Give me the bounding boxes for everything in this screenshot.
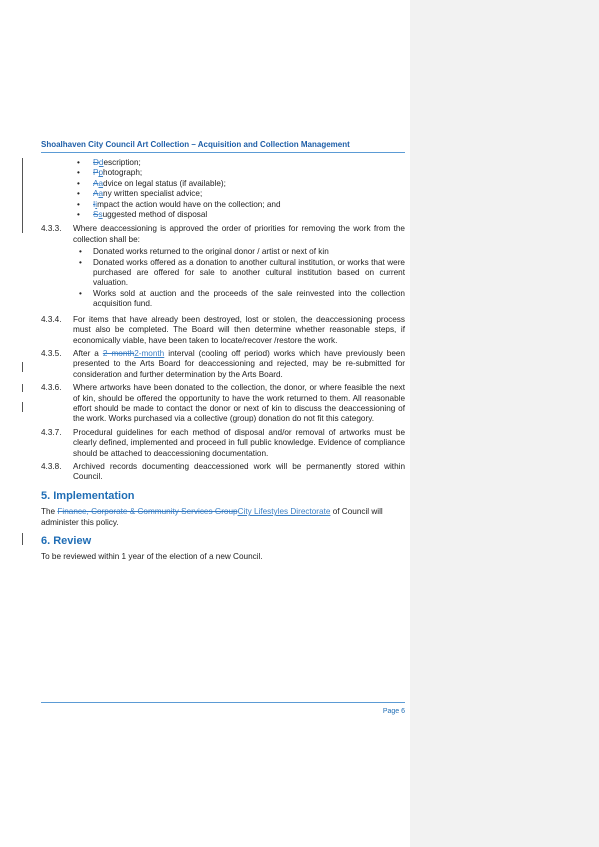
section-heading-implementation: 5. Implementation (41, 489, 135, 502)
clause-4-3-6: 4.3.6. Where artworks have been donated to the collection, the donor, or where feasible the next of kin, should be offered the opportunity to have the work returned to them. All reasonable effort should be made to contact the donor or next of kin to discuss the deaccessioning of the work. Works purchased via a collective (group) donation do not fit this category. (41, 383, 405, 424)
inserted-text: s (98, 210, 103, 220)
document-body (41, 158, 405, 567)
change-bar (22, 402, 23, 412)
clause-4-3-8: 4.3.8. Archived records documenting deaccessioned work will be permanently stored within Council. (41, 461, 405, 482)
criteria-item: • Ssuggested method of disposal (77, 210, 405, 220)
clause-4-3-4: 4.3.4. For items that have already been destroyed, lost or stolen, the deaccessioning process must also be completed. The Board will then determine whether reasonable steps, if economically viable, have been taken to locate/recover /restore the work. (41, 314, 405, 345)
page-number: Page 6 (382, 708, 405, 715)
deleted-text: D (93, 158, 99, 167)
inserted-text: 2-month (134, 348, 165, 358)
deleted-text: A (93, 178, 99, 188)
comment-panel (410, 0, 599, 847)
deleted-text: S (93, 210, 99, 220)
section-heading-review: 6. Review (41, 535, 92, 547)
inserted-text: a (98, 189, 104, 199)
clause-4-3-5: 4.3.5. After a 2 month2-month interval (cooling off period) works which have previously been presented to the Arts Board for deaccessioning and rejected, may be re-submitted for consideration and further determination by the Arts Board. (41, 348, 405, 379)
priority-item: • Donated works offered as a donation to another cultural institution, or works that were purchased are offered for sale to another cultural institution based on current valuation. (73, 258, 405, 289)
criteria-list (41, 158, 405, 220)
change-bar (22, 384, 23, 392)
inserted-text: City Lifestyles Directorate (237, 507, 331, 517)
inserted-text: i (95, 199, 98, 209)
priority-list (73, 247, 405, 309)
clause-4-3-7: 4.3.7. Procedural guidelines for each method of disposal and/or removal of artworks must be clearly defined, implemented and proceed in full public knowledge. Evidence of compliance should be attached to deaccessioning documentation. (41, 427, 405, 458)
criteria-item: • Aany written specialist advice; (77, 189, 405, 199)
deleted-text: A (93, 189, 99, 199)
deleted-text: 2 month (102, 348, 135, 358)
change-bar (22, 533, 23, 545)
page-header: Shoalhaven City Council Art Collection – Acquisition and Collection Management (41, 140, 405, 153)
change-bar (22, 158, 23, 233)
deleted-text: Finance, Corporate & Community Services Group (57, 507, 238, 517)
deleted-text: I (93, 199, 96, 209)
review-text: To be reviewed within 1 year of the election of a new Council. (41, 552, 263, 562)
inserted-text: a (98, 178, 104, 188)
implementation-text: The Finance, Corporate & Community Services GroupCity Lifestyles Directorate of Council will administer this policy. (41, 507, 383, 527)
clause-4-3-3: 4.3.3. Where deaccessioning is approved the order of priorities for removing the work from the collection shall be: • Donated works returned to the original donor / artist or next of kin • Donated works offered as a donation to another cultural institution, or works that were purchased are offered for sale to another cultural institution based on current valuation. • Works sold at auction and the proceeds of the sale reinvested into the collection acquisition fund. (41, 224, 405, 311)
inserted-text: d (98, 158, 104, 167)
inserted-text: p (98, 168, 104, 178)
criteria-item: • Aadvice on legal status (if available); (77, 179, 405, 189)
deleted-text: P (93, 168, 99, 178)
criteria-item: • Pphotograph; (77, 168, 405, 178)
change-bar (22, 362, 23, 372)
clause-text: Where deaccessioning is approved the order of priorities for removing the work from the collection shall be: (73, 224, 405, 244)
criteria-item: • Ddescription; (77, 158, 405, 168)
page-footer (41, 702, 405, 715)
priority-item: • Works sold at auction and the proceeds of the sale reinvested into the collection acquisition fund. (73, 289, 405, 310)
priority-item: • Donated works returned to the original donor / artist or next of kin (73, 247, 405, 257)
criteria-item: • Iimpact the action would have on the collection; and (77, 200, 405, 210)
